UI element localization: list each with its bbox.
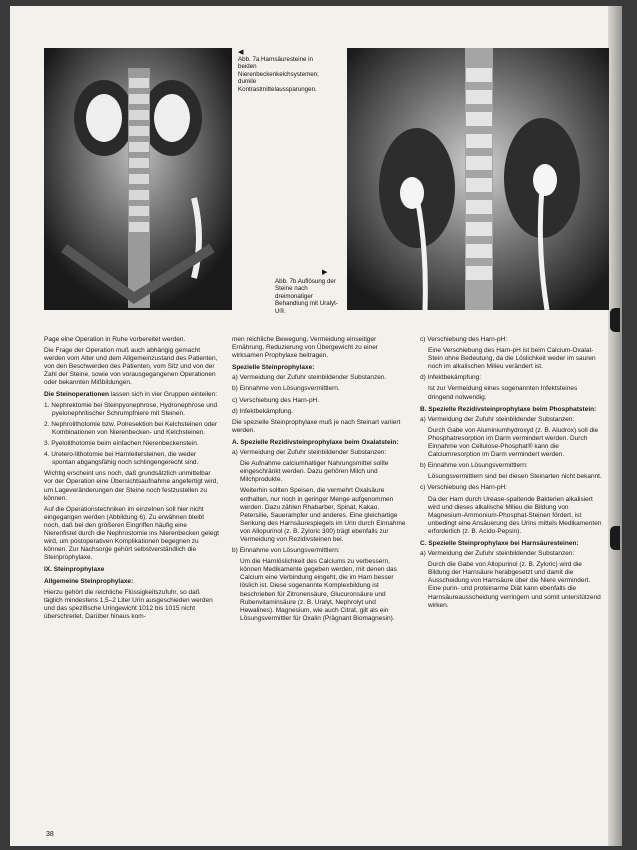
list-item: a) Vermeidung der Zufuhr steinbildender Substanzen. [232, 374, 387, 382]
list-item: b) Einnahme von Lösungsvermittlern. [232, 385, 340, 393]
list-item: c) Verschiebung des Harn-pH: [420, 336, 508, 343]
xray-image-7b [347, 48, 609, 310]
text-column-1 [44, 336, 220, 624]
list-item: a) Vermeidung der Zufuhr steinbildender Substanzen: [420, 550, 575, 558]
paragraph: Lösungsvermittlern sind bei diesen Steinarten nicht bekannt. [428, 473, 602, 481]
subsection-heading: Allgemeine Steinprophylaxe: [44, 578, 134, 586]
arrow-left-icon: ◀ [238, 49, 244, 56]
list-item: 1. Nephrektomie bei Steinpyonephrose, Hydronephrose und pyelonephritischer Schrumpfniere mit Steinen. [44, 401, 218, 417]
xray-graphic [347, 48, 609, 310]
book-page [10, 6, 622, 846]
paragraph: Eine Verschiebung des Harn-pH ist beim Calcium-Oxalat-Stein ohne Bedeutung, da die Löslichkeit weder im sauren noch im alkalischen Milieu verändert ist. [428, 347, 596, 371]
section-heading: B. Spezielle Rezidivsteinprophylaxe beim Phosphatstein: [420, 405, 597, 413]
list-item: 4. Uretero-lithotomie bei Harnleitersteinen, die weder spontan abgangsfähig noch schlingengerecht sind. [44, 451, 199, 467]
paragraph: men reichliche Bewegung, Vermeidung einseitiger Ernährung, Reduzierung von Übergewicht zu einer wirksamen Prophylaxe beitragen. [232, 336, 378, 360]
inline-heading: Die Steinoperationen [44, 390, 110, 398]
list-item: b) Einnahme von Lösungsvermittlern: [420, 462, 528, 470]
paragraph: Weiterhin sollten Speisen, die vermehrt Oxalsäure enthalten, nur noch in geringer Menge aufgenommen werden. Dazu zählen Rhabarber, Spinat, Kakao, Petersilie, Sauerampfer und anderes. Eine gleichartige Senkung des Harnsäurespiegels im Urin durch Einnahme von Allopurinol (z. B. Zyloric 300) trägt ebenfalls zur Vermeidung von Rezidivsteinen bei. [240, 487, 406, 543]
paragraph-text: lassen sich in vier Gruppen einteilen: [110, 390, 218, 398]
section-heading: A. Spezielle Rezidivsteinprophylaxe beim Oxalatstein: [232, 438, 399, 446]
section-heading: IX. Steinprophylaxe [44, 566, 105, 574]
text-column-2 [232, 336, 408, 626]
list-item: d) Infektbekämpfung. [232, 407, 294, 415]
caption-fig7a: Abb. 7a Harnsäuresteine in beiden Nierenbeckenkelchsystemen; dunkle Kontrastmittelaussparungen. [238, 56, 319, 93]
paragraph: Die Frage der Operation muß auch abhängig gemacht werden vom Alter und dem Allgemeinzustand des Patienten, von den Beschwerden des Patienten, vom Sitz und von der Zahl der Steine, sowie von vorausgegangenen Operationen oder bekannten Mißbildungen. [44, 347, 218, 387]
book-spine [608, 6, 622, 846]
paragraph: Auf die Operationstechniken im einzelnen soll hier nicht eingegangen werden (Abbildung 6). Zu erwähnen bleibt noch, daß bei den größeren Eingriffen häufig eine Nierenfistel durch die Nephrostomie ins Nierenbecken gelegt wird, um postoperativen Komplikationen begegnen zu können. Zur Nachsorge gehört selbstverständlich die Steinprophylaxe. [44, 505, 219, 562]
text-column-3 [420, 336, 602, 613]
paragraph: Die Aufnahme calciumhaltiger Nahrungsmittel sollte eingeschränkt werden. Dazu gehören Milch und Milchprodukte. [240, 460, 389, 484]
subsection-heading: Spezielle Steinprophylaxe: [232, 364, 315, 372]
arrow-right-icon: ▶ [322, 269, 328, 276]
paragraph: Page eine Operation in Ruhe vorbereitet werden. [44, 336, 186, 343]
list-item: c) Verschiebung des Harn-pH. [232, 396, 320, 404]
xray-image-7a [44, 48, 232, 310]
list-item: c) Verschiebung des Harn-pH: [420, 484, 508, 492]
caption-fig7b: Abb. 7b Auflösung der Steine nach dreimonatiger Behandlung mit Uralyt-U®. [275, 278, 338, 315]
paragraph: Die spezielle Steinprophylaxe muß je nach Steinart variiert werden. [232, 418, 401, 434]
page-tab [610, 308, 620, 332]
list-item: d) Infektbekämpfung: [420, 374, 482, 382]
paragraph: Hierzu gehört die reichliche Flüssigkeitszufuhr, so daß täglich mindestens 1,5–2 Liter Urin ausgeschieden werden und das spezifische Uringewicht 1012 bis 1015 nicht überschreitet. Darüber hinaus kom- [44, 588, 213, 620]
paragraph [44, 391, 220, 399]
paragraph: Ist zur Vermeidung eines sogenannten Infektsteines dringend notwendig. [428, 385, 578, 401]
paragraph: Wichtig erscheint uns noch, daß grundsätzlich unmittelbar vor der Operation eine Übersichtsaufnahme angefertigt wird, um Lageveränderungen der Steine noch festzustellen zu können. [44, 470, 219, 502]
paragraph: Um die Harnlöslichkeit des Calciums zu verbessern, können Medikamente gegeben werden, mit denen das Calcium eine Verbindung eingeht, die im Harn besser löslich ist. Diese sogenannte Komplexbildung ist beschrieben für Zitronensäure, Glucuronsäure und Rubenvitaminsäure (z. B. Uralyt, Nephrolyt und Hewalines). Magnesium, wie auch Citrat, gilt als ein Lösungsvermittler für Oxalin (Prägnant Biomagnesin). [240, 558, 397, 622]
list-item: a) Vermeidung der Zufuhr steinbildender Substanzen: [232, 449, 387, 457]
page-number: 38 [46, 831, 54, 838]
paragraph: Durch die Gabe von Allopurinol (z. B. Zyloric) wird die Bildung der Harnsäure herabgesetzt und damit die Ausscheidung von Harnsäure über die Niere vermindert. Eine purin- und proteinarme Diät kann ebenfalls die Harnsäureausscheidung verringern und somit unterstützend wirken. [428, 561, 601, 609]
page-tab [610, 526, 620, 550]
list-item: b) Einnahme von Lösungsvermittlern: [232, 547, 340, 555]
section-heading: C. Spezielle Steinprophylaxe bei Harnsäuresteinen: [420, 539, 579, 547]
list-item: 2. Nephrolithotomie bzw. Polresektion bei Kelchsteinen oder Kombinationen von Nierenbecken- und Kelchsteinen. [44, 420, 218, 436]
paragraph: Durch Gabe von Aluminiumhydroxyd (z. B. Aludrox) soll die Phosphatresorption im Darm vermindert werden. Durch Einnahme von Cellulose-Phosphat® kann die Calciumresorption im Darm vermindert werden. [428, 426, 599, 459]
paragraph: Da der Harn durch Urease-spaltende Bakterien alkalisiert wird und dieses alkalische Milieu die Bildung von Magnesium-Ammonium-Phosphat-Steinen fördert, ist unbedingt eine Ansäuerung des Urins mittels Medikamenten erforderlich (z. B. Acido-Pepsin). [428, 495, 602, 535]
list-item: a) Vermeidung der Zufuhr steinbildender Substanzen: [420, 415, 575, 423]
xray-graphic [44, 48, 232, 310]
list-item: 3. Pyelolithotomie beim einfachen Nierenbeckenstein. [44, 440, 199, 448]
